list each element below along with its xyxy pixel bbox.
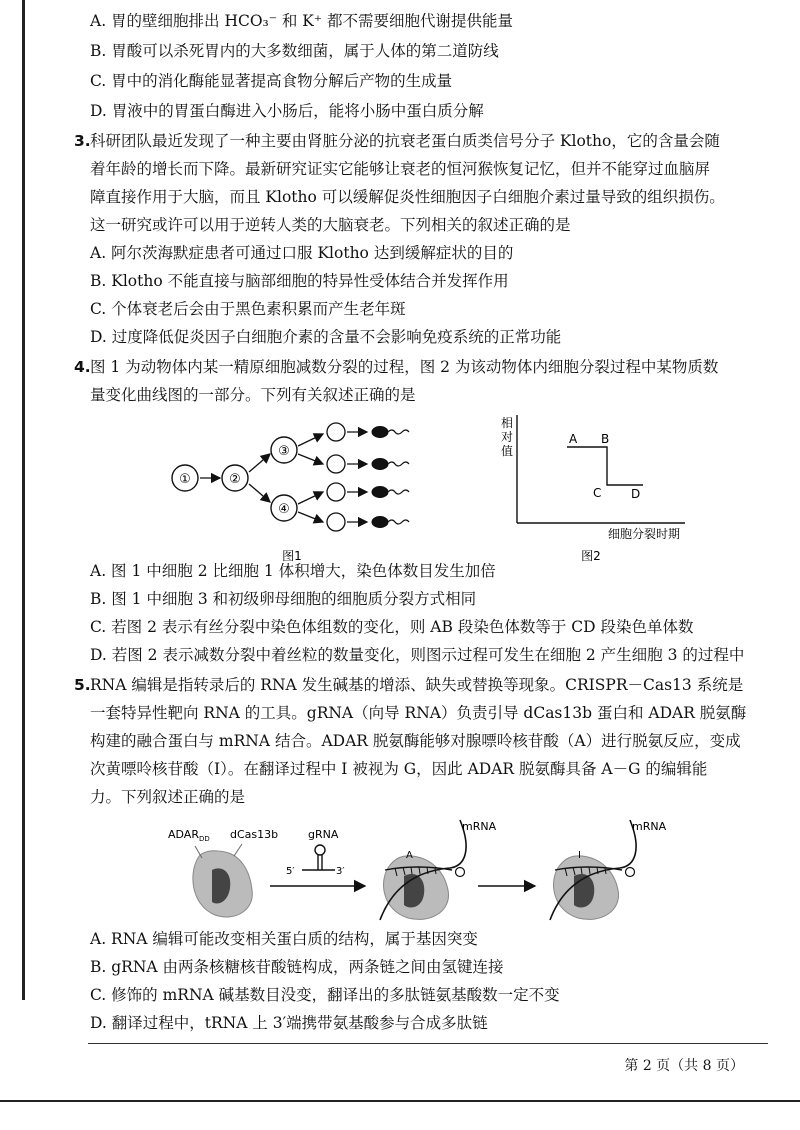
figure-2-curve <box>495 405 695 565</box>
grna-label: gRNA <box>308 828 339 841</box>
dcas13b-label: dCas13b <box>230 828 279 841</box>
fig2-ylabel <box>501 415 513 458</box>
page-number: 第 2 页（共 8 页） <box>624 1058 744 1074</box>
adar-label: $ADAR_{DD}$ <box>168 828 210 843</box>
q5-stem-line: 构建的融合蛋白与 mRNA 结合。ADAR 脱氨酶能够对腺嘌呤核苷酸（A）进行脱氨反应，变成 <box>90 732 741 750</box>
point-d-label: D <box>631 487 641 501</box>
figure-1-caption: 图1 <box>282 549 302 563</box>
q3-option-b: B. Klotho 不能直接与脑部细胞的特异性受体结合并发挥作用 <box>90 272 509 290</box>
three-prime-label: 3′ <box>336 866 345 877</box>
five-prime-label: 5′ <box>286 866 295 877</box>
q3-option-c: C. 个体衰老后会由于黑色素积累而产生老年斑 <box>90 300 406 318</box>
q4-number: 4. <box>74 358 91 376</box>
spermatid-row <box>327 423 345 531</box>
q2-option-d: D. 胃液中的胃蛋白酶进入小肠后，能将小肠中蛋白质分解 <box>90 102 484 120</box>
q5-option-b: B. gRNA 由两条核糖核苷酸链构成，两条链之间由氢键连接 <box>90 958 504 976</box>
adenine-label: A <box>406 850 413 861</box>
q5-number: 5. <box>74 676 91 694</box>
q5-stem-line: 一套特异性靶向 RNA 的工具。gRNA（向导 RNA）负责引导 dCas13b 蛋白和 ADAR 脱氨酶 <box>90 704 747 722</box>
q3-stem-line: 着年龄的增长而下降。最新研究证实它能够让衰老的恒河猴恢复记忆，但并不能穿过血脑屏 <box>90 160 711 178</box>
q4-stem-line: 图 1 为动物体内某一精原细胞减数分裂的过程，图 2 为该动物体内细胞分裂过程中某物质数 <box>90 358 719 376</box>
q3-number: 3. <box>74 132 91 150</box>
point-a-label: A <box>569 432 578 446</box>
svg-text:相: 相 <box>500 416 514 430</box>
q5-option-a: A. RNA 编辑可能改变相关蛋白质的结构，属于基因突变 <box>90 930 478 948</box>
cell-4-label: ④ <box>278 502 290 517</box>
figure-1-meiosis-diagram <box>160 420 420 570</box>
svg-text:对: 对 <box>500 430 514 444</box>
q2-option-c: C. 胃中的消化酶能显著提高食物分解后产物的生成量 <box>90 72 453 90</box>
q3-stem-line: 科研团队最近发现了一种主要由肾脏分泌的抗衰老蛋白质类信号分子 Klotho，它的含量会随 <box>90 132 720 150</box>
q5-stem-line: RNA 编辑是指转录后的 RNA 发生碱基的增添、缺失或替换等现象。CRISPR－Cas13 系统是 <box>90 676 744 694</box>
q4-option-d: D. 若图 2 表示减数分裂中着丝粒的数量变化，则图示过程可发生在细胞 2 产生细胞 3 的过程中 <box>90 646 745 664</box>
q3-option-a: A. 阿尔茨海默症患者可通过口服 Klotho 达到缓解症状的目的 <box>90 244 514 262</box>
fig2-xlabel: 细胞分裂时期 <box>607 527 680 541</box>
q4-option-a: A. 图 1 中细胞 2 比细胞 1 体积增大，染色体数目发生加倍 <box>90 562 496 580</box>
cell-3-label: ③ <box>278 444 290 459</box>
footer-divider <box>88 1043 768 1044</box>
point-b-label: B <box>601 432 610 446</box>
q4-option-c: C. 若图 2 表示有丝分裂中染色体组数的变化，则 AB 段染色体数等于 CD 段染色单体数 <box>90 618 694 636</box>
bottom-rule <box>0 1100 800 1102</box>
q3-option-d: D. 过度降低促炎因子白细胞介素的含量不会影响免疫系统的正常功能 <box>90 328 562 346</box>
q5-stem-line: 次黄嘌呤核苷酸（Ⅰ）。在翻译过程中 Ⅰ 被视为 G，因此 ADAR 脱氨酶具备 A－G 的编辑能 <box>90 760 708 778</box>
q3-stem-line: 障直接作用于大脑，而且 Klotho 可以缓解促炎性细胞因子白细胞介素过量导致的组织损伤。 <box>90 188 725 206</box>
sperm-cells <box>372 427 409 528</box>
left-margin-bar <box>22 0 25 1000</box>
relative-value-line <box>567 447 643 485</box>
inosine-label: I <box>578 850 581 861</box>
q2-option-a: A. 胃的壁细胞排出 HCO₃⁻ 和 K⁺ 都不需要细胞代谢提供能量 <box>90 12 513 30</box>
cell-2-label: ② <box>229 472 241 487</box>
q5-option-d: D. 翻译过程中，tRNA 上 3′端携带氨基酸参与合成多肽链 <box>90 1014 488 1032</box>
q4-stem-line: 量变化曲线图的一部分。下列有关叙述正确的是 <box>90 386 416 404</box>
mrna-label-1: mRNA <box>462 820 497 833</box>
q2-option-b: B. 胃酸可以杀死胃内的大多数细菌，属于人体的第二道防线 <box>90 42 499 60</box>
q4-option-b: B. 图 1 中细胞 3 和初级卵母细胞的细胞质分裂方式相同 <box>90 590 477 608</box>
mrna-label-2: mRNA <box>632 820 667 833</box>
cell-1-label: ① <box>179 472 191 487</box>
q5-option-c: C. 修饰的 mRNA 碱基数目没变，翻译出的多肽链氨基酸数一定不变 <box>90 986 560 1004</box>
grna-hairpin <box>302 845 335 870</box>
svg-text:值: 值 <box>500 444 514 458</box>
q3-stem-line: 这一研究或许可以用于逆转人类的大脑衰老。下列相关的叙述正确的是 <box>90 216 571 234</box>
point-c-label: C <box>593 486 602 500</box>
q5-stem-line: 力。下列叙述正确的是 <box>90 788 246 806</box>
figure-2-caption: 图2 <box>581 549 601 563</box>
rna-editing-diagram <box>160 810 680 930</box>
